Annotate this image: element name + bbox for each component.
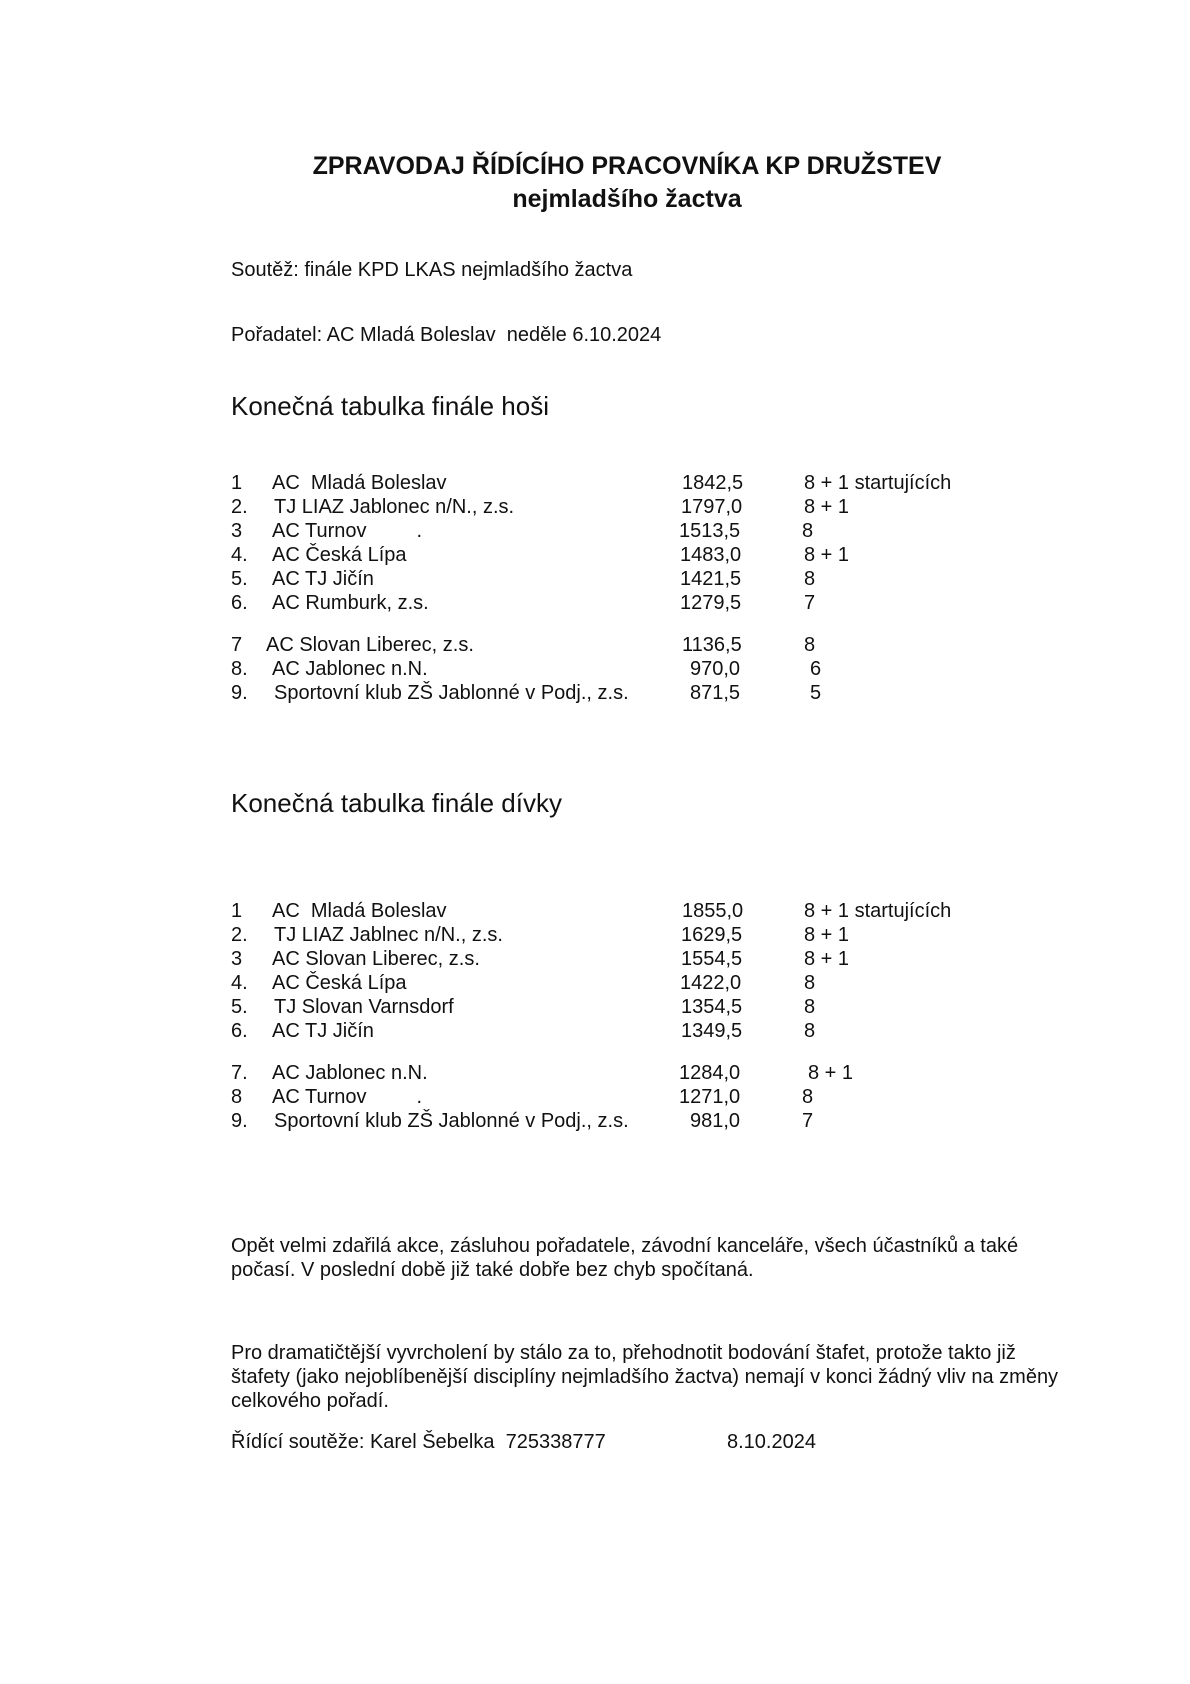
points: 1629,5 bbox=[681, 924, 743, 946]
points: 1842,5 bbox=[682, 472, 744, 494]
rank: 9. bbox=[231, 682, 248, 704]
document-subtitle: nejmladšího žactva bbox=[512, 185, 742, 213]
points: 1554,5 bbox=[681, 948, 743, 970]
team-name: AC Česká Lípa bbox=[272, 544, 407, 566]
rank: 4. bbox=[231, 544, 248, 566]
points: 1797,0 bbox=[681, 496, 743, 518]
boys-row bbox=[231, 681, 1031, 705]
girls-row bbox=[231, 1085, 1031, 1109]
boys-row bbox=[231, 519, 1031, 543]
team-name: AC Česká Lípa bbox=[272, 972, 407, 994]
team-name: AC TJ Jičín bbox=[272, 568, 374, 590]
starters: 8 bbox=[804, 1020, 816, 1042]
rank: 4. bbox=[231, 972, 248, 994]
starters: 5 bbox=[810, 682, 822, 704]
girls-row bbox=[231, 899, 1031, 923]
girls-row bbox=[231, 995, 1031, 1019]
rank: 3 bbox=[231, 948, 243, 970]
boys-row bbox=[231, 471, 1031, 495]
rank: 7 bbox=[231, 634, 243, 656]
team-name: AC Turnov . bbox=[272, 1086, 423, 1108]
team-name: AC TJ Jičín bbox=[272, 1020, 374, 1042]
rank: 5. bbox=[231, 996, 248, 1018]
points: 1279,5 bbox=[680, 592, 742, 614]
team-name: AC Rumburk, z.s. bbox=[272, 592, 429, 614]
team-name: TJ LIAZ Jablnec n/N., z.s. bbox=[274, 924, 503, 946]
starters: 6 bbox=[810, 658, 822, 680]
points: 981,0 bbox=[690, 1110, 741, 1132]
starters: 8 bbox=[804, 996, 816, 1018]
boys-row bbox=[231, 495, 1031, 519]
competition-director: Řídící soutěže: Karel Šebelka 725338777 bbox=[231, 1431, 606, 1453]
team-name: Sportovní klub ZŠ Jablonné v Podj., z.s. bbox=[274, 682, 629, 704]
rank: 6. bbox=[231, 592, 248, 614]
starters: 8 + 1 bbox=[804, 544, 850, 566]
team-name: AC Slovan Liberec, z.s. bbox=[272, 948, 480, 970]
points: 1855,0 bbox=[682, 900, 744, 922]
rank: 2. bbox=[231, 924, 248, 946]
rank: 5. bbox=[231, 568, 248, 590]
report-date: 8.10.2024 bbox=[727, 1431, 816, 1453]
team-name: Sportovní klub ZŠ Jablonné v Podj., z.s. bbox=[274, 1110, 629, 1132]
boys-row bbox=[231, 633, 1031, 657]
points: 1354,5 bbox=[681, 996, 743, 1018]
rank: 7. bbox=[231, 1062, 248, 1084]
starters: 8 bbox=[804, 634, 816, 656]
rank: 2. bbox=[231, 496, 248, 518]
organizer-line: Pořadatel: AC Mladá Boleslav neděle 6.10.2024 bbox=[231, 324, 662, 346]
team-name: TJ Slovan Varnsdorf bbox=[274, 996, 454, 1018]
starters: 8 bbox=[802, 520, 814, 542]
girls-row bbox=[231, 1109, 1031, 1133]
starters: 8 + 1 bbox=[804, 948, 850, 970]
comment-paragraph: Opět velmi zdařilá akce, zásluhou pořadatele, závodní kanceláře, všech účastníků a také počasí. V poslední době již také dobře bez chyb spočítaná. bbox=[231, 1235, 1019, 1281]
rank: 1 bbox=[231, 900, 243, 922]
team-name: AC Jablonec n.N. bbox=[272, 658, 428, 680]
boys-row bbox=[231, 591, 1031, 615]
document-title: ZPRAVODAJ ŘÍDÍCÍHO PRACOVNÍKA KP DRUŽSTEV bbox=[312, 152, 942, 180]
points: 1349,5 bbox=[681, 1020, 743, 1042]
girls-row bbox=[231, 1019, 1031, 1043]
points: 1483,0 bbox=[680, 544, 742, 566]
starters: 8 bbox=[804, 972, 816, 994]
rank: 3 bbox=[231, 520, 243, 542]
girls-row bbox=[231, 947, 1031, 971]
points: 1422,0 bbox=[680, 972, 742, 994]
boys-row bbox=[231, 567, 1031, 591]
team-name: TJ LIAZ Jablonec n/N., z.s. bbox=[274, 496, 515, 518]
starters: 8 + 1 bbox=[804, 924, 850, 946]
rank: 1 bbox=[231, 472, 243, 494]
girls-row bbox=[231, 971, 1031, 995]
team-name: AC Slovan Liberec, z.s. bbox=[266, 634, 474, 656]
starters: 8 + 1 bbox=[808, 1062, 854, 1084]
starters: 7 bbox=[804, 592, 816, 614]
girls-table-heading: Konečná tabulka finále dívky bbox=[231, 788, 562, 818]
rank: 6. bbox=[231, 1020, 248, 1042]
starters: 8 + 1 startujících bbox=[804, 900, 952, 922]
team-name: AC Turnov . bbox=[272, 520, 423, 542]
team-name: AC Jablonec n.N. bbox=[272, 1062, 428, 1084]
boys-table-heading: Konečná tabulka finále hoši bbox=[231, 391, 550, 421]
points: 1271,0 bbox=[679, 1086, 741, 1108]
starters: 7 bbox=[802, 1110, 814, 1132]
starters: 8 bbox=[804, 568, 816, 590]
rank: 9. bbox=[231, 1110, 248, 1132]
points: 1421,5 bbox=[680, 568, 742, 590]
rank: 8. bbox=[231, 658, 248, 680]
girls-row bbox=[231, 923, 1031, 947]
points: 871,5 bbox=[690, 682, 741, 704]
rank: 8 bbox=[231, 1086, 243, 1108]
boys-row bbox=[231, 657, 1031, 681]
points: 1513,5 bbox=[679, 520, 741, 542]
team-name: AC Mladá Boleslav bbox=[272, 900, 447, 922]
starters: 8 + 1 bbox=[804, 496, 850, 518]
starters: 8 + 1 startujících bbox=[804, 472, 952, 494]
points: 1136,5 bbox=[682, 634, 742, 656]
points: 970,0 bbox=[690, 658, 741, 680]
competition-line: Soutěž: finále KPD LKAS nejmladšího žactva bbox=[231, 259, 633, 281]
team-name: AC Mladá Boleslav bbox=[272, 472, 447, 494]
starters: 8 bbox=[802, 1086, 814, 1108]
comment-paragraph: Pro dramatičtější vyvrcholení by stálo za to, přehodnotit bodování štafet, protože takto již štafety (jako nejoblíbenější disciplíny nejmladšího žactva) nemají v konci žádný vliv na změny celkového pořadí. bbox=[231, 1342, 1059, 1412]
boys-row bbox=[231, 543, 1031, 567]
girls-row bbox=[231, 1061, 1031, 1085]
points: 1284,0 bbox=[679, 1062, 741, 1084]
